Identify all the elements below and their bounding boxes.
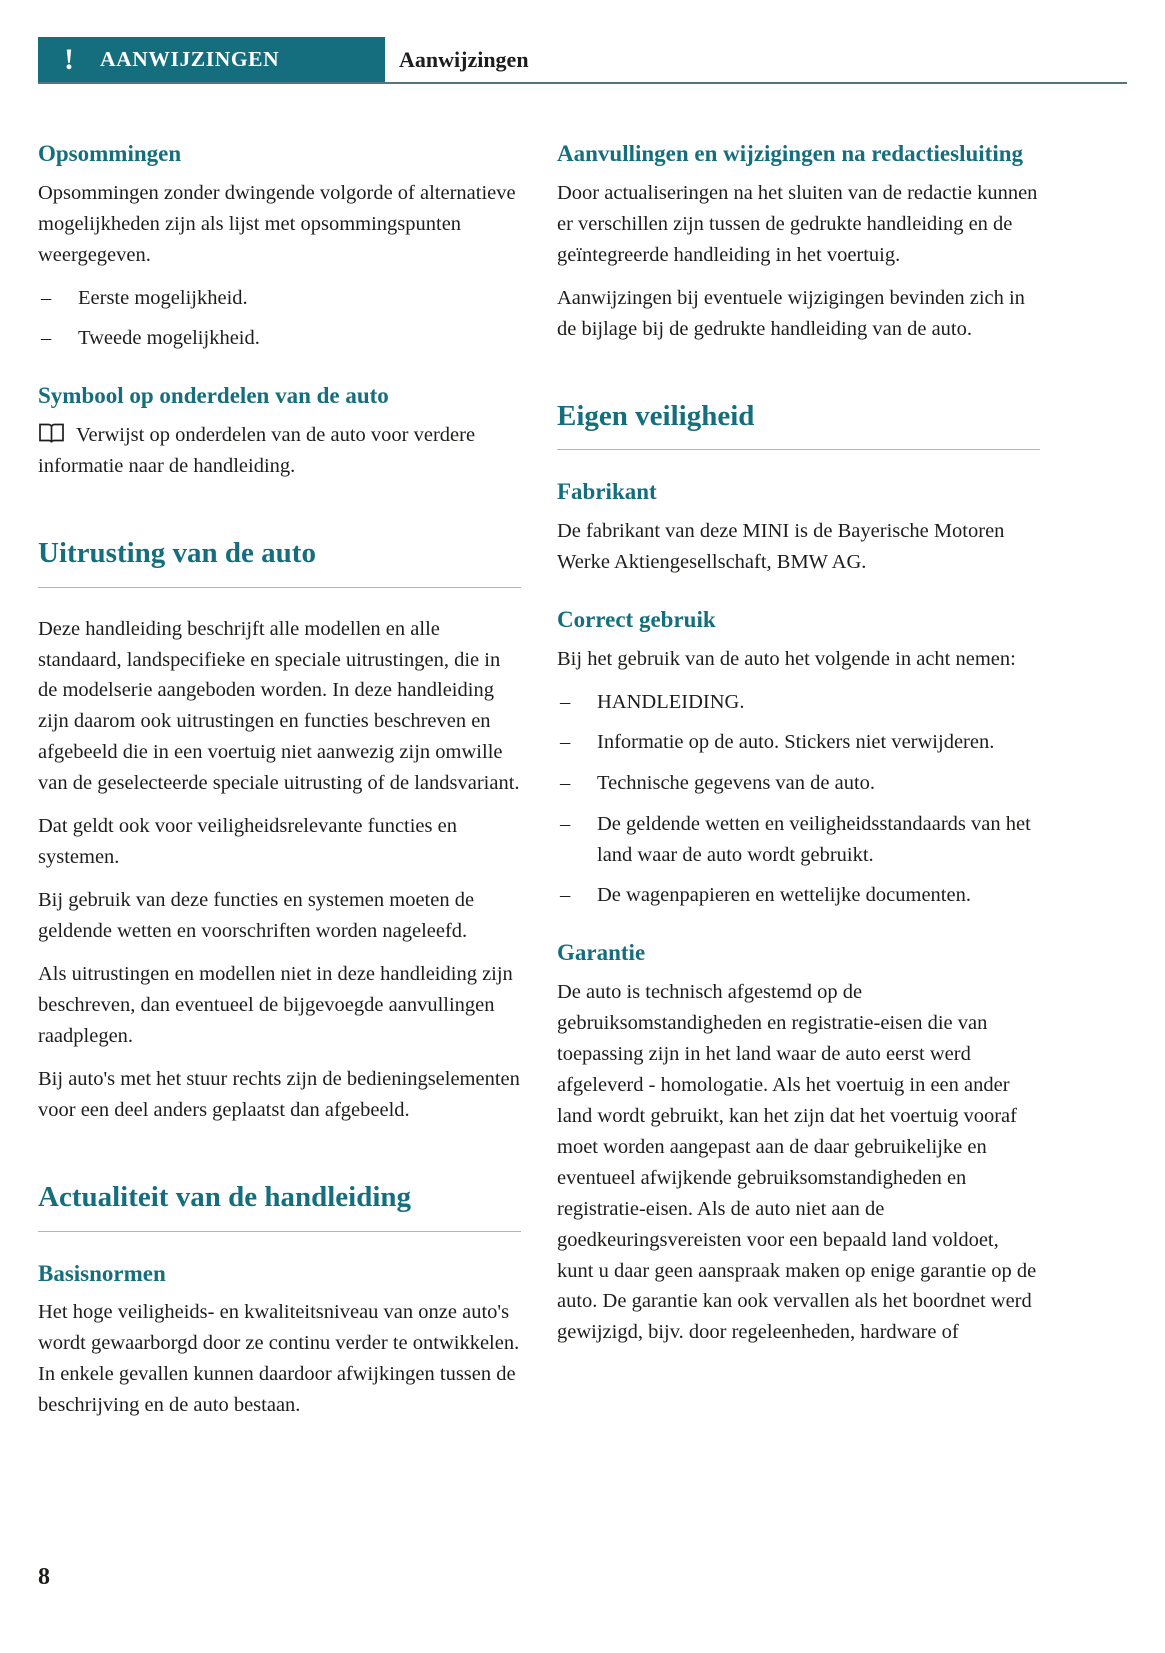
list-item — [557, 768, 1040, 799]
dash-marker: – — [560, 812, 571, 835]
paragraph-aanvullingen: Door actualiseringen na het sluiten van de redactie kunnen er verschillen zijn tussen de gedrukte handleiding en de geïntegreerde handleiding in het voertuig. — [557, 181, 1038, 266]
content-columns — [38, 140, 1127, 1433]
list-item — [557, 687, 1040, 718]
paragraph-uitrusting: Als uitrustingen en modellen niet in deze handleiding zijn beschreven, dan eventueel de bijgevoegde aanvullingen raadplegen. — [38, 963, 513, 1047]
paragraph-opsommingen: Opsommingen zonder dwingende volgorde of alternatieve mogelijkheden zijn als lijst met opsommingspunten weergegeven. — [38, 181, 516, 266]
list-item — [38, 323, 521, 354]
chapter-badge — [38, 37, 385, 82]
paragraph-garantie: De auto is technisch afgestemd op de gebruiksomstandigheden en registratie-eisen die van toepassing zijn in het land waar de auto eerst werd afgeleverd - homologatie. Als het voertuig in een ander land wordt gebruikt, kan het zijn dat het voertuig vooraf moet worden aangepast aan de daar gebruikelijke en eventueel afwijkende gebruiksomstandigheden en registratie-eisen. Als de auto niet aan de goedkeuringsvereisten voor een bepaald land voldoet, kunt u daar geen aanspraak maken op enige garantie op de auto. De garantie kan ook vervallen als het boordnet werd gewijzigd, bijv. door regeleenheden, hardware of — [557, 980, 1037, 1344]
heading-opsommingen: Opsommingen — [38, 141, 182, 166]
paragraph-uitrusting: Deze handleiding beschrijft alle modellen en alle standaard, landspecifieke en speciale uitrustingen, die in de modelserie aangeboden worden. In deze handleiding zijn daarom ook uitrustingen en functies beschreven en afgebeeld die in een voertuig niet aanwezig zijn omwille van de geselecteerde speciale uitrusting of de landsvariant. — [38, 617, 520, 795]
left-column — [38, 140, 521, 1433]
heading-uitrusting: Uitrusting van de auto — [38, 536, 521, 588]
paragraph-uitrusting: Bij gebruik van deze functies en systemen moeten de geldende wetten en voorschriften worden nageleefd. — [38, 889, 475, 943]
list-item-text: De geldende wetten en veiligheidsstandaards van het land waar de auto wordt gebruikt. — [597, 812, 1031, 866]
list-item-text: Tweede mogelijkheid. — [78, 327, 260, 350]
list-correct-gebruik — [557, 687, 1040, 912]
dash-marker: – — [41, 327, 52, 350]
handbook-icon — [38, 422, 65, 444]
paragraph-uitrusting: Bij auto's met het stuur rechts zijn de bedieningselementen voor een deel anders geplaatst dan afgebeeld. — [38, 1067, 520, 1121]
heading-fabrikant: Fabrikant — [557, 479, 657, 505]
list-item-text: De wagenpapieren en wettelijke documenten. — [597, 884, 971, 907]
heading-garantie: Garantie — [557, 940, 646, 966]
list-item — [38, 283, 521, 314]
exclamation-icon: ! — [64, 42, 74, 76]
right-column — [557, 140, 1040, 1433]
heading-aanvullingen: Aanvullingen en wijzigingen na redactiesluiting — [557, 141, 1024, 166]
running-header-title: Aanwijzingen — [399, 46, 529, 72]
list-opsommingen — [38, 283, 521, 355]
paragraph-symbool — [38, 420, 521, 482]
list-item — [557, 880, 1040, 911]
heading-correct-gebruik: Correct gebruik — [557, 606, 716, 632]
page-number: 8 — [38, 1564, 50, 1590]
chapter-badge-label: AANWIJZINGEN — [100, 47, 280, 71]
paragraph-fabrikant: De fabrikant van deze MINI is de Bayerische Motoren Werke Aktiengesellschaft, BMW AG. — [557, 520, 1005, 574]
list-item — [557, 809, 1040, 871]
paragraph-correct-gebruik: Bij het gebruik van de auto het volgende in acht nemen: — [557, 647, 1016, 670]
heading-actualiteit: Actualiteit van de handleiding — [38, 1180, 521, 1232]
paragraph-symbool-text: Verwijst op onderdelen van de auto voor verdere informatie naar de handleiding. — [38, 423, 476, 477]
dash-marker: – — [560, 772, 571, 795]
list-item-text: Eerste mogelijkheid. — [78, 286, 248, 309]
list-item-text: Technische gegevens van de auto. — [597, 772, 876, 795]
dash-marker: – — [41, 286, 52, 309]
dash-marker: – — [560, 731, 571, 754]
dash-marker: – — [560, 690, 571, 713]
paragraph-uitrusting: Dat geldt ook voor veiligheidsrelevante functies en systemen. — [38, 815, 457, 869]
paragraph-basisnormen: Het hoge veiligheids- en kwaliteitsniveau van onze auto's wordt gewaarborgd door ze continu verder te ontwikkelen. In enkele gevallen kunnen daardoor afwijkingen tussen de beschrijving en de auto bestaan. — [38, 1301, 520, 1417]
heading-symbool: Symbool op onderdelen van de auto — [38, 383, 389, 409]
heading-eigen-veiligheid: Eigen veiligheid — [557, 399, 1040, 451]
page-header — [38, 37, 1127, 84]
heading-basisnormen: Basisnormen — [38, 1260, 166, 1286]
list-item — [557, 727, 1040, 758]
list-item-text: HANDLEIDING. — [597, 690, 745, 713]
list-item-text: Informatie op de auto. Stickers niet verwijderen. — [597, 731, 995, 754]
dash-marker: – — [560, 884, 571, 907]
paragraph-aanvullingen: Aanwijzingen bij eventuele wijzigingen bevinden zich in de bijlage bij de gedrukte handleiding van de auto. — [557, 286, 1025, 340]
